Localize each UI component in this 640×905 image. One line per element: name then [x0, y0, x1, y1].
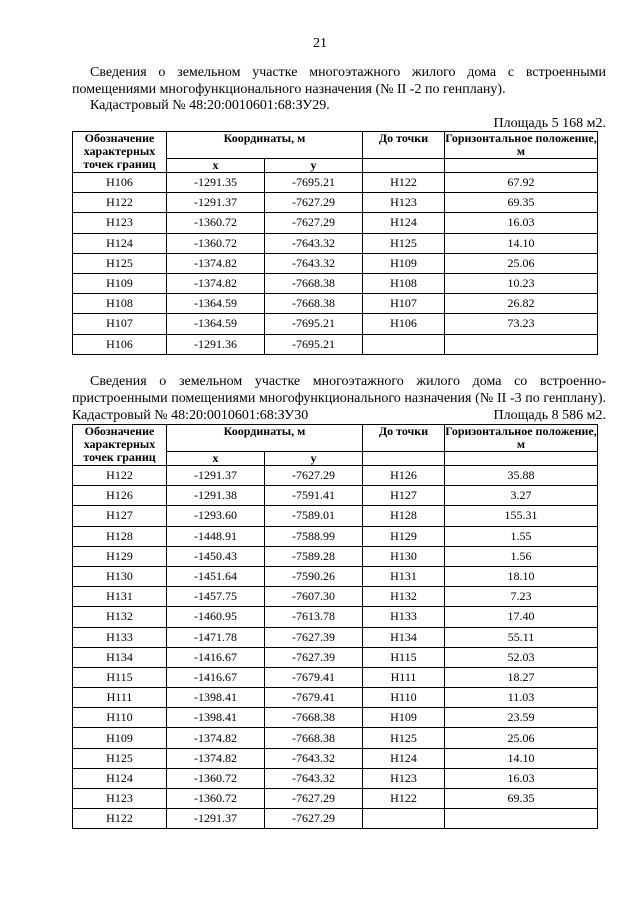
distance-cell: 1.55	[445, 526, 598, 546]
point-cell: Н106	[73, 173, 167, 193]
point-cell: Н127	[73, 506, 167, 526]
table-row	[73, 193, 598, 213]
header-coordinates: Координаты, м	[167, 425, 363, 452]
to-point-cell: Н109	[363, 708, 445, 728]
y-cell: -7668.38	[265, 273, 363, 293]
y-cell: -7695.21	[265, 173, 363, 193]
section1-intro: Сведения о земельном участке многоэтажного жилого дома с встроенными помещениями многофункционального назначения (№ II -2 по генплану).	[72, 65, 606, 97]
distance-cell: 23.59	[445, 708, 598, 728]
point-cell: Н122	[73, 193, 167, 213]
distance-cell: 25.06	[445, 253, 598, 273]
x-cell: -1360.72	[167, 789, 265, 809]
point-cell: Н126	[73, 486, 167, 506]
x-cell: -1293.60	[167, 506, 265, 526]
x-cell: -1291.36	[167, 334, 265, 354]
y-cell: -7627.29	[265, 466, 363, 486]
point-cell: Н133	[73, 627, 167, 647]
header-horizontal: Горизонтальное положение, м	[445, 424, 597, 451]
x-cell: -1374.82	[167, 748, 265, 768]
point-cell: Н110	[73, 708, 167, 728]
y-cell: -7591.41	[265, 486, 363, 506]
y-cell: -7668.38	[265, 708, 363, 728]
to-point-cell	[363, 334, 445, 354]
to-point-cell: Н123	[363, 768, 445, 788]
to-point-cell: Н128	[363, 506, 445, 526]
table-row	[73, 486, 598, 506]
y-cell: -7627.29	[265, 213, 363, 233]
x-cell: -1460.95	[167, 607, 265, 627]
to-point-cell: Н122	[363, 173, 445, 193]
x-cell: -1416.67	[167, 667, 265, 687]
distance-cell: 69.35	[445, 789, 598, 809]
x-cell: -1416.67	[167, 647, 265, 667]
point-cell: Н130	[73, 566, 167, 586]
table-row	[73, 688, 598, 708]
table-row	[73, 708, 598, 728]
point-cell: Н129	[73, 546, 167, 566]
to-point-cell: Н126	[363, 466, 445, 486]
point-cell: Н123	[73, 213, 167, 233]
distance-cell: 14.10	[445, 748, 598, 768]
to-point-cell: Н132	[363, 587, 445, 607]
to-point-cell: Н107	[363, 294, 445, 314]
table-row	[73, 273, 598, 293]
page-number: 21	[313, 36, 327, 51]
x-cell: -1471.78	[167, 627, 265, 647]
y-cell: -7627.29	[265, 789, 363, 809]
table-row	[73, 294, 598, 314]
to-point-cell: Н124	[363, 213, 445, 233]
y-cell: -7607.30	[265, 587, 363, 607]
y-cell: -7627.29	[265, 193, 363, 213]
to-point-cell: Н122	[363, 789, 445, 809]
x-cell: -1450.43	[167, 546, 265, 566]
x-cell: -1291.35	[167, 173, 265, 193]
table-row	[73, 607, 598, 627]
header-horizontal: Горизонтальное положение, м	[445, 131, 597, 158]
distance-cell: 69.35	[445, 193, 598, 213]
point-cell: Н128	[73, 526, 167, 546]
to-point-cell	[363, 809, 445, 829]
x-cell: -1457.75	[167, 587, 265, 607]
to-point-cell: Н115	[363, 647, 445, 667]
header-to-point: До точки	[363, 132, 445, 159]
x-cell: -1360.72	[167, 768, 265, 788]
table-row	[73, 314, 598, 334]
x-cell: -1364.59	[167, 314, 265, 334]
distance-cell: 26.82	[445, 294, 598, 314]
distance-cell: 25.06	[445, 728, 598, 748]
point-cell: Н111	[73, 688, 167, 708]
x-cell: -1398.41	[167, 688, 265, 708]
y-cell: -7695.21	[265, 314, 363, 334]
header-designation: Обозначение характерных точек границ	[73, 425, 167, 466]
y-cell: -7643.32	[265, 748, 363, 768]
x-cell: -1374.82	[167, 728, 265, 748]
y-cell: -7613.78	[265, 607, 363, 627]
distance-cell: 1.56	[445, 546, 598, 566]
x-cell: -1291.37	[167, 193, 265, 213]
to-point-cell: Н133	[363, 607, 445, 627]
header-to-point: До точки	[363, 425, 445, 452]
point-cell: Н115	[73, 667, 167, 687]
x-cell: -1374.82	[167, 253, 265, 273]
to-point-cell: Н108	[363, 273, 445, 293]
table-row	[73, 233, 598, 253]
x-cell: -1398.41	[167, 708, 265, 728]
to-point-cell: Н127	[363, 486, 445, 506]
distance-cell: 11.03	[445, 688, 598, 708]
table-row	[73, 466, 598, 486]
table-row	[73, 587, 598, 607]
x-cell: -1451.64	[167, 566, 265, 586]
distance-cell: 35.88	[445, 466, 598, 486]
point-cell: Н125	[73, 748, 167, 768]
x-cell: -1360.72	[167, 233, 265, 253]
distance-cell: 18.27	[445, 667, 598, 687]
point-cell: Н131	[73, 587, 167, 607]
point-cell: Н109	[73, 728, 167, 748]
boundary-table-2	[72, 424, 598, 829]
y-cell: -7643.32	[265, 768, 363, 788]
header-designation: Обозначение характерных точек границ	[73, 132, 167, 173]
table-row	[73, 213, 598, 233]
table-row	[73, 667, 598, 687]
to-point-cell: Н109	[363, 253, 445, 273]
y-cell: -7643.32	[265, 233, 363, 253]
header-y: y	[265, 452, 363, 466]
x-cell: -1291.37	[167, 466, 265, 486]
distance-cell: 73.23	[445, 314, 598, 334]
to-point-cell: Н131	[363, 566, 445, 586]
distance-cell: 16.03	[445, 213, 598, 233]
header-y: y	[265, 159, 363, 173]
distance-cell: 18.10	[445, 566, 598, 586]
distance-cell: 3.27	[445, 486, 598, 506]
header-coordinates: Координаты, м	[167, 132, 363, 159]
point-cell: Н122	[73, 809, 167, 829]
y-cell: -7627.39	[265, 627, 363, 647]
table-row	[73, 334, 598, 354]
x-cell: -1448.91	[167, 526, 265, 546]
table-row	[73, 647, 598, 667]
distance-cell: 10.23	[445, 273, 598, 293]
section2-area: Площадь 8 586 м2.	[493, 408, 606, 423]
header-x: x	[167, 159, 265, 173]
distance-cell: 155.31	[445, 506, 598, 526]
table-row	[73, 566, 598, 586]
distance-cell: 16.03	[445, 768, 598, 788]
to-point-cell: Н125	[363, 728, 445, 748]
point-cell: Н106	[73, 334, 167, 354]
table-row	[73, 627, 598, 647]
table-row	[73, 253, 598, 273]
point-cell: Н108	[73, 294, 167, 314]
x-cell: -1291.38	[167, 486, 265, 506]
table-row	[73, 748, 598, 768]
point-cell: Н125	[73, 253, 167, 273]
point-cell: Н134	[73, 647, 167, 667]
point-cell: Н107	[73, 314, 167, 334]
y-cell: -7589.01	[265, 506, 363, 526]
table-row	[73, 546, 598, 566]
table-row	[73, 728, 598, 748]
distance-cell: 7.23	[445, 587, 598, 607]
to-point-cell: Н129	[363, 526, 445, 546]
table-row	[73, 789, 598, 809]
header-x: x	[167, 452, 265, 466]
table-row	[73, 506, 598, 526]
x-cell: -1374.82	[167, 273, 265, 293]
y-cell: -7627.29	[265, 809, 363, 829]
to-point-cell: Н134	[363, 627, 445, 647]
to-point-cell: Н111	[363, 667, 445, 687]
y-cell: -7668.38	[265, 294, 363, 314]
point-cell: Н124	[73, 768, 167, 788]
x-cell: -1364.59	[167, 294, 265, 314]
point-cell: Н123	[73, 789, 167, 809]
to-point-cell: Н125	[363, 233, 445, 253]
point-cell: Н109	[73, 273, 167, 293]
table-row	[73, 809, 598, 829]
y-cell: -7588.99	[265, 526, 363, 546]
point-cell: Н132	[73, 607, 167, 627]
distance-cell: 14.10	[445, 233, 598, 253]
distance-cell: 55.11	[445, 627, 598, 647]
distance-cell: 52.03	[445, 647, 598, 667]
x-cell: -1360.72	[167, 213, 265, 233]
section1-cadastral: Кадастровый № 48:20:0010601:68:ЗУ29.	[90, 98, 330, 113]
to-point-cell: Н124	[363, 748, 445, 768]
section1-area: Площадь 5 168 м2.	[493, 116, 606, 131]
y-cell: -7627.39	[265, 647, 363, 667]
distance-cell: 67.92	[445, 173, 598, 193]
y-cell: -7590.26	[265, 566, 363, 586]
point-cell: Н122	[73, 466, 167, 486]
table-row	[73, 173, 598, 193]
section2-intro: Сведения о земельном участке многоэтажного жилого дома со встроенно-пристроенными помещениями многофункционального назначения (№ II -3 по генплану). Кадастровый № 48:20:0010601:68:ЗУ30	[72, 374, 606, 423]
to-point-cell: Н130	[363, 546, 445, 566]
distance-cell	[445, 809, 598, 829]
to-point-cell: Н106	[363, 314, 445, 334]
y-cell: -7668.38	[265, 728, 363, 748]
x-cell: -1291.37	[167, 809, 265, 829]
y-cell: -7643.32	[265, 253, 363, 273]
boundary-table-1	[72, 131, 598, 355]
distance-cell	[445, 334, 598, 354]
table-row	[73, 526, 598, 546]
table-row	[73, 768, 598, 788]
distance-cell: 17.40	[445, 607, 598, 627]
y-cell: -7679.41	[265, 688, 363, 708]
to-point-cell: Н110	[363, 688, 445, 708]
to-point-cell: Н123	[363, 193, 445, 213]
y-cell: -7589.28	[265, 546, 363, 566]
y-cell: -7695.21	[265, 334, 363, 354]
y-cell: -7679.41	[265, 667, 363, 687]
point-cell: Н124	[73, 233, 167, 253]
